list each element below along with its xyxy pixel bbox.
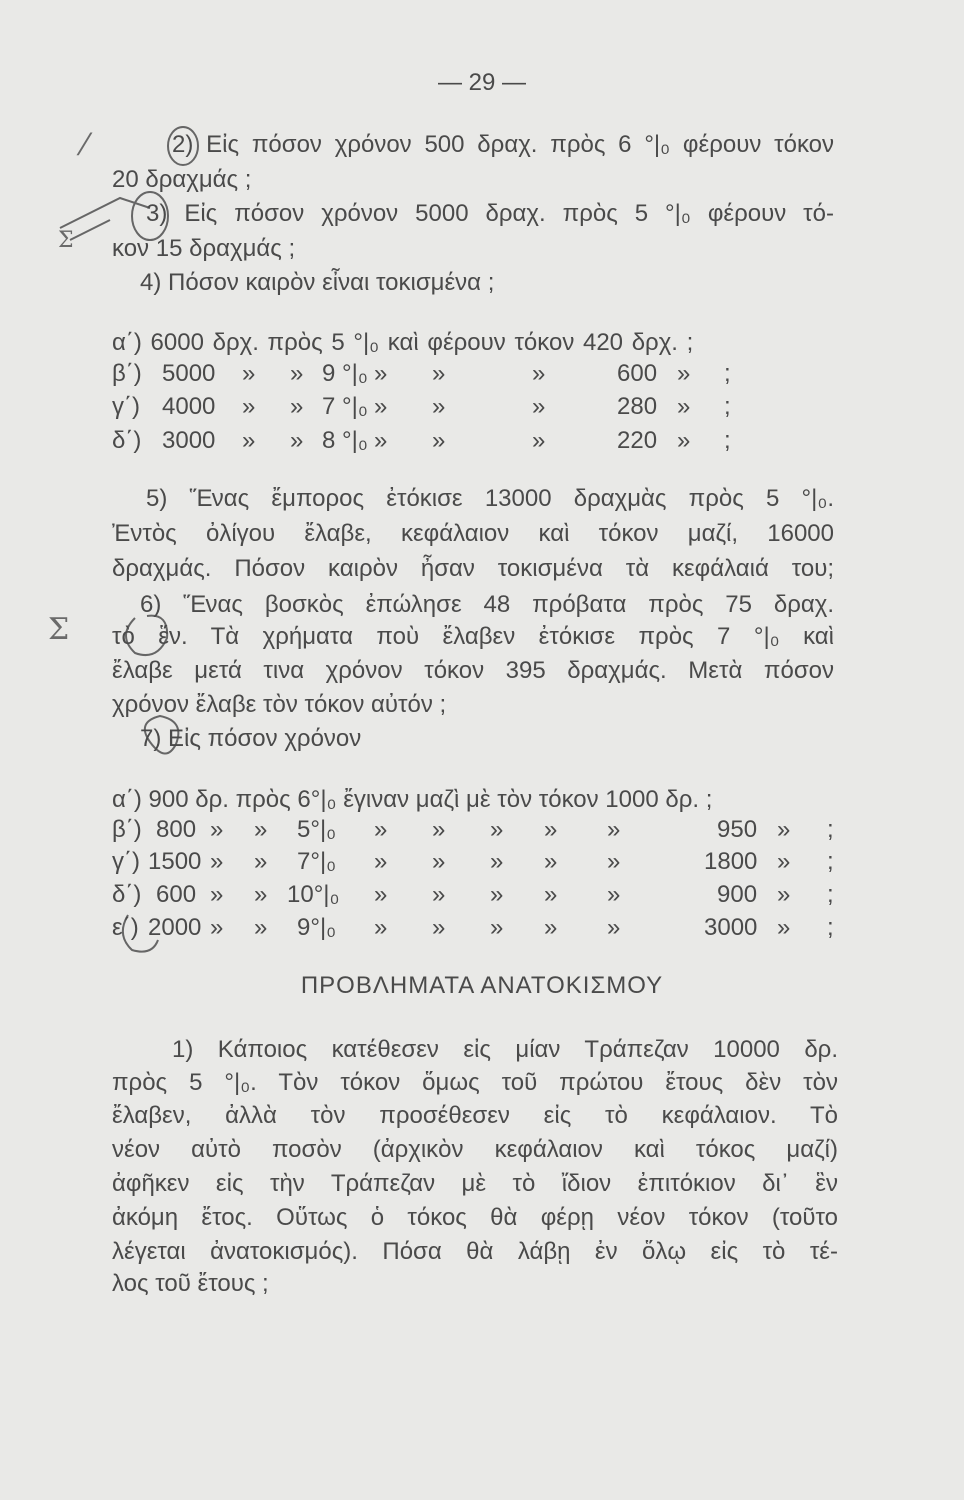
value: 220 [617,427,658,454]
problem-5-line: 5) Ἕνας ἔμπορος ἐτόκισε 13000 δραχμὰς πρὸς 5 °|₀. [146,485,834,512]
ditto: » [432,427,446,454]
margin-annotation: Σ [48,612,70,647]
rate: 10°|₀ [287,881,340,908]
ditto: » [677,360,691,387]
row-label: β΄) [112,816,142,843]
margin-annotation: ⁄ [82,128,88,163]
table2-row [112,878,852,912]
value: 950 [717,816,758,843]
problem-6-line: 6) Ἕνας βοσκὸς ἐπώλησε 48 πρόβατα πρὸς 75 δραχ. [140,591,834,618]
ditto: » [290,360,304,387]
ditto: » [374,848,388,875]
problem-5-line: Ἐντὸς ὀλίγου ἔλαβε, κεφάλαιον καὶ τόκον μαζί, 16000 [112,520,834,547]
problem-2-line: 2) Εἰς πόσον χρόνον 500 δραχ. πρὸς 6 °|₀ φέρουν τόκον [172,131,834,158]
value: 1800 [704,848,758,875]
end-mark: ; [827,881,834,908]
ditto: » [254,881,268,908]
compound-problem-1-line: ἀφῆκεν εἰς τὴν Τράπεζαν μὲ τὸ ἴδιον ἐπιτόκιον δι᾽ ἓν [112,1170,838,1197]
table1-row: α΄) 6000 δρχ. πρὸς 5 °|₀ καὶ φέρουν τόκον 420 δρχ. ; [112,329,694,356]
rate: 7 °|₀ [322,393,368,420]
ditto: » [490,881,504,908]
problem-6-line: τὸ ἕν. Τὰ χρήματα ποὺ ἔλαβεν ἐτόκισε πρὸς 7 °|₀ καὶ [112,623,834,650]
margin-annotation: Σ [58,228,74,253]
row-label: δ΄) [112,881,142,908]
ditto: » [254,816,268,843]
ditto: » [490,816,504,843]
ditto: » [374,816,388,843]
problem-5-line: δραχμάς. Πόσον καιρὸν ἦσαν τοκισμένα τὰ κεφάλαιά του; [112,555,834,582]
compound-problem-1-line: πρὸς 5 °|₀. Τὸν τόκον ὅμως τοῦ πρώτου ἔτους δὲν τὸν [112,1069,838,1096]
row-label: β΄) [112,360,142,387]
amount: 1500 [148,848,202,875]
row-label: γ΄) [112,848,140,875]
ditto: » [290,393,304,420]
problem-2-line: 20 δραχμάς ; [112,166,252,193]
ditto: » [374,427,388,454]
amount: 5000 [162,360,216,387]
problem-3-line: 3) Εἰς πόσον χρόνον 5000 δραχ. πρὸς 5 °|₀ φέρουν τό- [146,200,834,227]
problem-6-line: χρόνον ἔλαβε τὸν τόκον αὐτόν ; [112,691,447,718]
ditto: » [532,427,546,454]
table2-row: α΄) 900 δρ. πρὸς 6°|₀ ἔγιναν μαζὶ μὲ τὸν τόκον 1000 δρ. ; [112,786,713,813]
ditto: » [432,848,446,875]
ditto: » [210,914,224,941]
compound-problem-1-line: ἔλαβεν, ἀλλὰ τὸν προσέθεσεν εἰς τὸ κεφάλαιον. Τὸ [112,1102,838,1129]
row-label: γ΄) [112,393,140,420]
amount: 600 [156,881,197,908]
ditto: » [490,914,504,941]
ditto: » [777,816,791,843]
ditto: » [544,848,558,875]
table2-row [112,845,852,879]
ditto: » [432,393,446,420]
end-mark: ; [724,393,731,420]
ditto: » [210,848,224,875]
ditto: » [242,393,256,420]
ditto: » [254,914,268,941]
ditto: » [607,848,621,875]
ditto: » [290,427,304,454]
value: 3000 [704,914,758,941]
end-mark: ; [827,914,834,941]
amount: 4000 [162,393,216,420]
value: 600 [617,360,658,387]
problem-3-line: κον 15 δραχμάς ; [112,235,296,262]
ditto: » [374,914,388,941]
section-heading: ΠΡΟΒΛΗΜΑΤΑ ΑΝΑΤΟΚΙΣΜΟΥ [300,972,664,999]
rate: 5°|₀ [297,816,337,843]
end-mark: ; [827,848,834,875]
ditto: » [490,848,504,875]
ditto: » [777,881,791,908]
amount: 3000 [162,427,216,454]
ditto: » [242,427,256,454]
ditto: » [432,360,446,387]
table1-row [112,424,852,458]
compound-problem-1-line: λέγεται ἀνατοκισμός). Πόσα θὰ λάβῃ ἐν ὅλῳ εἰς τὸ τέ- [112,1238,838,1265]
ditto: » [607,816,621,843]
problem-6-line: ἔλαβε μετά τινα χρόνον τόκον 395 δραχμάς. Μετὰ πόσον [112,657,834,684]
ditto: » [242,360,256,387]
ditto: » [254,848,268,875]
compound-problem-1-line: λος τοῦ ἔτους ; [112,1270,269,1297]
ditto: » [607,881,621,908]
value: 900 [717,881,758,908]
ditto: » [677,427,691,454]
ditto: » [777,914,791,941]
compound-problem-1-line: νέον αὐτὸ ποσὸν (ἀρχικὸν κεφάλαιον καὶ τόκος μαζί) [112,1136,838,1163]
table1-row [112,390,852,424]
problem-7-line: 7) Εἰς πόσον χρόνον [140,725,362,752]
end-mark: ; [724,360,731,387]
compound-problem-1-line: ἀκόμη ἔτος. Οὕτως ὁ τόκος θὰ φέρῃ νέον τόκον (τοῦτο [112,1204,838,1231]
end-mark: ; [827,816,834,843]
table2-row [112,911,852,945]
table2-row [112,813,852,847]
ditto: » [777,848,791,875]
value: 280 [617,393,658,420]
ditto: » [432,816,446,843]
ditto: » [544,816,558,843]
row-label: δ΄) [112,427,142,454]
ditto: » [532,393,546,420]
ditto: » [544,881,558,908]
ditto: » [374,881,388,908]
problem-4-line: 4) Πόσον καιρὸν εἶναι τοκισμένα ; [140,269,495,296]
rate: 9°|₀ [297,914,337,941]
ditto: » [374,360,388,387]
rate: 9 °|₀ [322,360,368,387]
end-mark: ; [724,427,731,454]
ditto: » [374,393,388,420]
row-label: ε΄) [112,914,139,941]
rate: 7°|₀ [297,848,337,875]
ditto: » [432,881,446,908]
page-number: — 29 — [437,69,527,96]
ditto: » [432,914,446,941]
ditto: » [532,360,546,387]
ditto: » [210,881,224,908]
ditto: » [607,914,621,941]
rate: 8 °|₀ [322,427,368,454]
amount: 2000 [148,914,202,941]
table1-row [112,357,852,391]
ditto: » [544,914,558,941]
compound-problem-1-line: 1) Κάποιος κατέθεσεν εἰς μίαν Τράπεζαν 10000 δρ. [172,1036,838,1063]
amount: 800 [156,816,197,843]
ditto: » [677,393,691,420]
ditto: » [210,816,224,843]
